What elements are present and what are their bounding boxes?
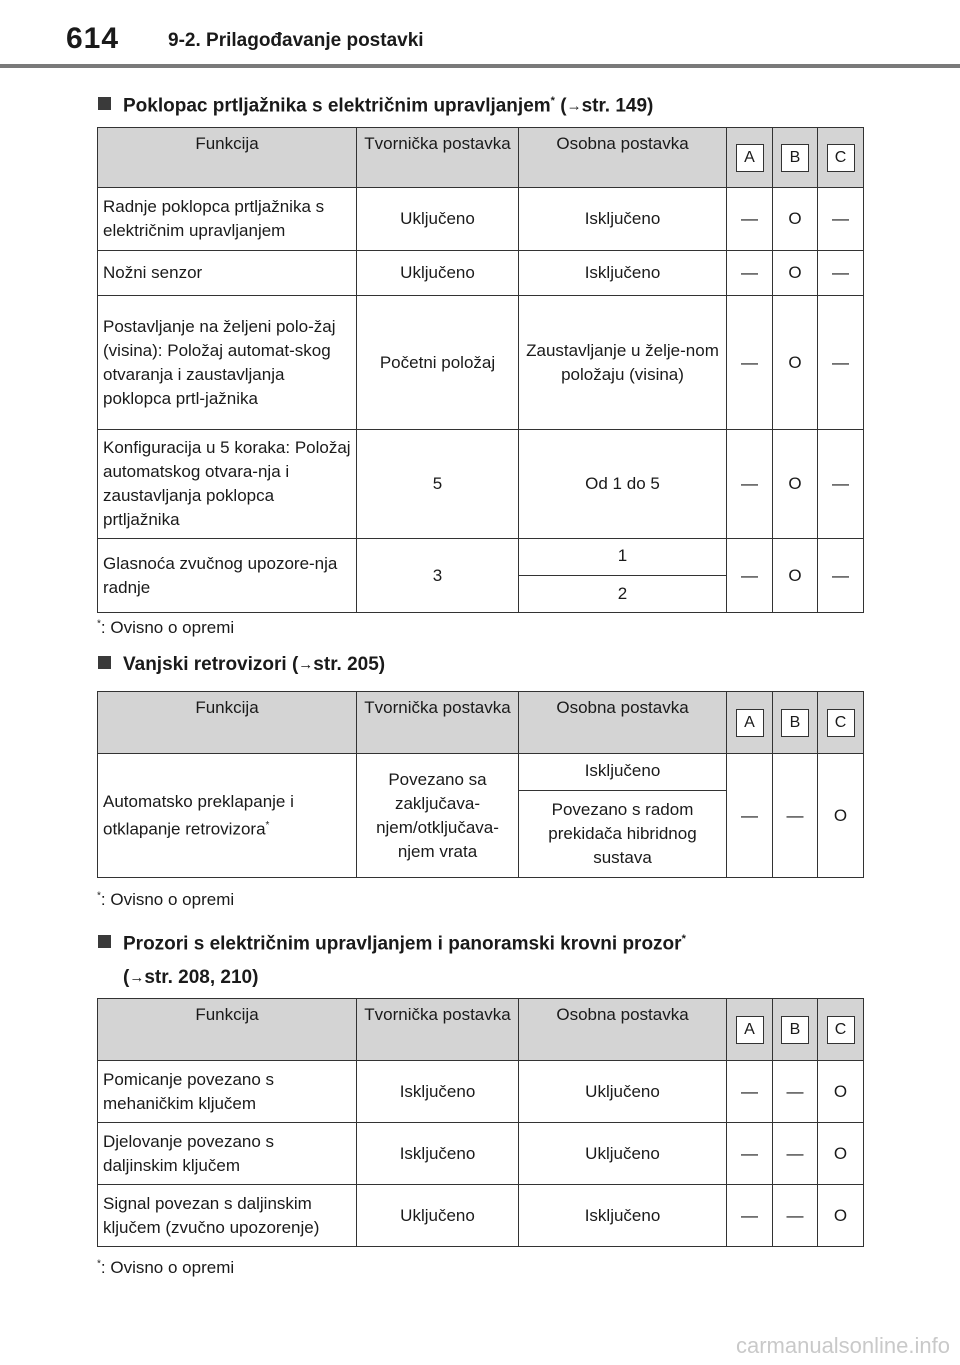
settings-table-outside-mirrors xyxy=(97,691,864,878)
col-c: C xyxy=(827,709,855,737)
cell-factory: Isključeno xyxy=(357,1061,519,1123)
header-rule xyxy=(0,64,960,68)
col-b: B xyxy=(781,144,809,172)
cell-c: O xyxy=(818,1061,864,1123)
col-factory: Tvornička postavka xyxy=(357,999,519,1061)
cell-c: O xyxy=(818,754,864,878)
cell-b: — xyxy=(773,1123,818,1185)
table-row xyxy=(98,754,864,791)
cell-function: Signal povezan s daljinskim ključem (zvučno upozorenje) xyxy=(98,1185,357,1247)
cell-b: — xyxy=(773,754,818,878)
cell-factory: Isključeno xyxy=(357,1123,519,1185)
cell-function: Radnje poklopca prtljažnika s električnim upravljanjem xyxy=(98,188,357,251)
cell-b: — xyxy=(773,1061,818,1123)
arrow-icon: → xyxy=(129,969,145,987)
table-row xyxy=(98,430,864,539)
cell-function: Automatsko preklapanje i otklapanje retrovizora* xyxy=(98,754,357,878)
arrow-icon: → xyxy=(566,97,582,115)
settings-table-power-back-door xyxy=(97,127,864,613)
cell-factory: Uključeno xyxy=(357,1185,519,1247)
col-b: B xyxy=(781,709,809,737)
col-factory: Tvornička postavka xyxy=(357,128,519,188)
square-bullet-icon xyxy=(98,656,111,669)
cell-a: — xyxy=(727,430,773,539)
section-heading-power-windows: Prozori s električnim upravljanjem i panoramski krovni prozor* (→str. 208, 210) xyxy=(98,922,686,995)
cell-personal: Isključeno xyxy=(519,754,727,791)
cell-personal: Isključeno xyxy=(519,188,727,251)
section-heading-outside-mirrors: Vanjski retrovizori (→str. 205) xyxy=(98,648,385,682)
cell-function: Konfiguracija u 5 koraka: Položaj automatskog otvara-nja i zaustavljanja poklopca prtljažnika xyxy=(98,430,357,539)
cell-a: — xyxy=(727,251,773,296)
cell-function: Glasnoća zvučnog upozore-nja radnje xyxy=(98,539,357,613)
cell-factory: 5 xyxy=(357,430,519,539)
cell-function: Postavljanje na željeni polo-žaj (visina): Položaj automat-skog otvaranja i zaustavljanja poklopca prtl-jažnika xyxy=(98,296,357,430)
cell-b: O xyxy=(773,430,818,539)
col-function: Funkcija xyxy=(98,128,357,188)
footnote: *: Ovisno o opremi xyxy=(97,890,235,909)
col-function: Funkcija xyxy=(98,999,357,1061)
table-header xyxy=(98,692,864,754)
cell-a: — xyxy=(727,1185,773,1247)
cell-personal: Od 1 do 5 xyxy=(519,430,727,539)
cell-function: Djelovanje povezano s daljinskim ključem xyxy=(98,1123,357,1185)
col-factory: Tvornička postavka xyxy=(357,692,519,754)
col-c: C xyxy=(827,1016,855,1044)
cell-function: Nožni senzor xyxy=(98,251,357,296)
col-personal: Osobna postavka xyxy=(519,999,727,1061)
cell-c: — xyxy=(818,430,864,539)
cell-b: O xyxy=(773,296,818,430)
cell-personal: 1 xyxy=(519,539,727,576)
cell-personal: Povezano s radom prekidača hibridnog sustava xyxy=(519,791,727,878)
cell-factory: Povezano sa zaključava-njem/otključava-njem vrata xyxy=(357,754,519,878)
cell-personal: Isključeno xyxy=(519,251,727,296)
col-b: B xyxy=(781,1016,809,1044)
cell-personal: Uključeno xyxy=(519,1061,727,1123)
cell-personal: Isključeno xyxy=(519,1185,727,1247)
table-row xyxy=(98,188,864,251)
table-row xyxy=(98,1123,864,1185)
table-row xyxy=(98,1061,864,1123)
cell-factory: Uključeno xyxy=(357,251,519,296)
col-a: A xyxy=(736,1016,764,1044)
cell-c: O xyxy=(818,1123,864,1185)
col-function: Funkcija xyxy=(98,692,357,754)
cell-b: O xyxy=(773,251,818,296)
cell-personal: Zaustavljanje u želje-nom položaju (visina) xyxy=(519,296,727,430)
cell-factory: Uključeno xyxy=(357,188,519,251)
col-personal: Osobna postavka xyxy=(519,692,727,754)
footnote: *: Ovisno o opremi xyxy=(97,1258,235,1277)
cell-a: — xyxy=(727,1061,773,1123)
col-c: C xyxy=(827,144,855,172)
cell-personal: 2 xyxy=(519,576,727,613)
cell-factory: 3 xyxy=(357,539,519,613)
settings-table-power-windows xyxy=(97,998,864,1247)
table-row xyxy=(98,251,864,296)
cell-b: O xyxy=(773,539,818,613)
watermark: carmanualsonline.info xyxy=(735,1333,950,1358)
page-number: 614 xyxy=(66,22,120,55)
cell-a: — xyxy=(727,188,773,251)
col-a: A xyxy=(736,144,764,172)
table-header xyxy=(98,128,864,188)
cell-c: — xyxy=(818,296,864,430)
cell-a: — xyxy=(727,754,773,878)
cell-a: — xyxy=(727,539,773,613)
cell-b: O xyxy=(773,188,818,251)
cell-factory: Početni položaj xyxy=(357,296,519,430)
table-header xyxy=(98,999,864,1061)
cell-c: — xyxy=(818,539,864,613)
cell-b: — xyxy=(773,1185,818,1247)
cell-c: O xyxy=(818,1185,864,1247)
chapter-title: 9-2. Prilagođavanje postavki xyxy=(168,30,424,51)
col-a: A xyxy=(736,709,764,737)
arrow-icon: → xyxy=(298,656,314,673)
square-bullet-icon xyxy=(98,97,111,110)
cell-personal: Uključeno xyxy=(519,1123,727,1185)
table-row xyxy=(98,1185,864,1247)
cell-c: — xyxy=(818,251,864,296)
footnote: *: Ovisno o opremi xyxy=(97,618,235,637)
table-row xyxy=(98,539,864,576)
cell-function: Pomicanje povezano s mehaničkim ključem xyxy=(98,1061,357,1123)
cell-a: — xyxy=(727,296,773,430)
square-bullet-icon xyxy=(98,935,111,948)
col-personal: Osobna postavka xyxy=(519,128,727,188)
section-heading-power-back-door: Poklopac prtljažnika s električnim upravljanjem* (→str. 149) xyxy=(98,84,653,123)
table-row xyxy=(98,296,864,430)
cell-a: — xyxy=(727,1123,773,1185)
cell-c: — xyxy=(818,188,864,251)
